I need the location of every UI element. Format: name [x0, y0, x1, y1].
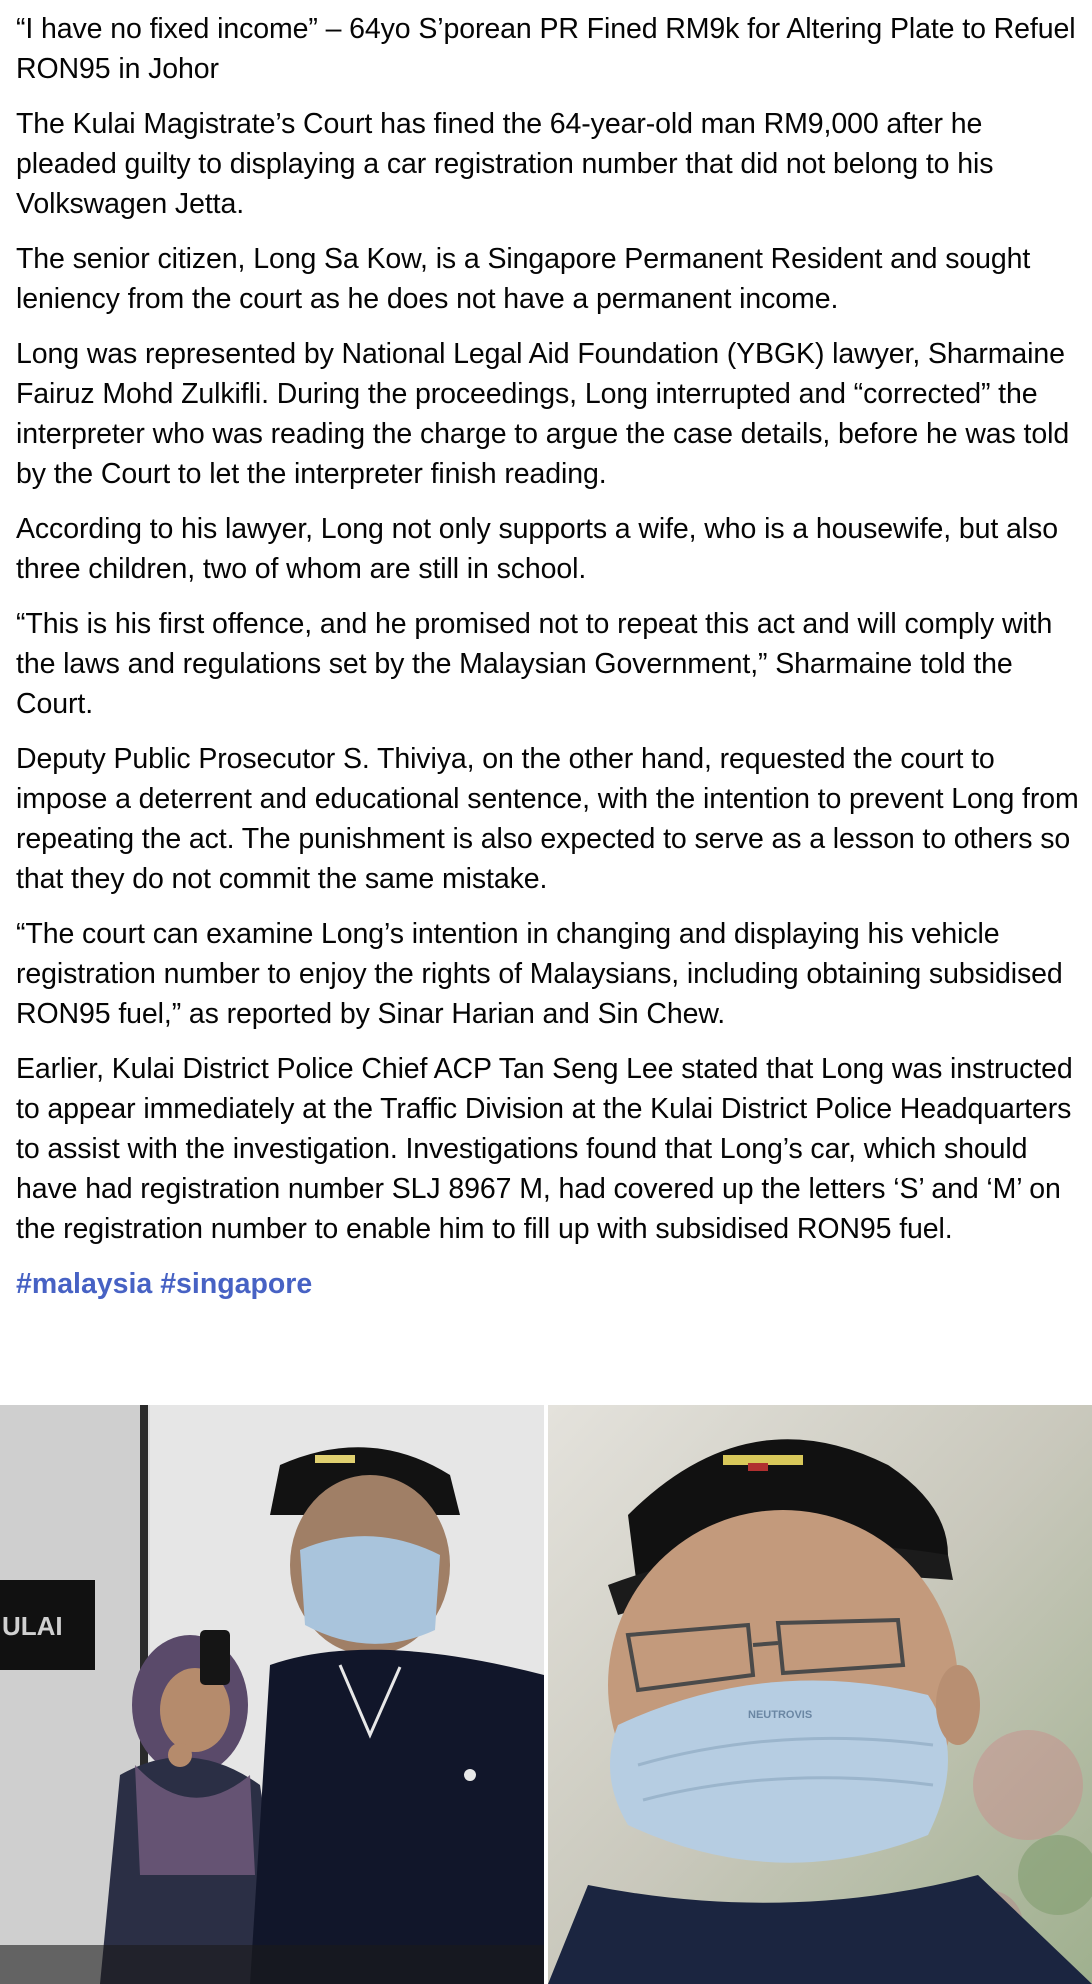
closeup-illustration	[548, 1405, 1092, 1984]
hashtags	[16, 1264, 1080, 1304]
post-body	[16, 0, 1080, 1304]
photo-court-scene[interactable]	[0, 1405, 544, 1984]
face-mask	[300, 1536, 440, 1644]
paragraph-6: Deputy Public Prosecutor S. Thiviya, on the other hand, requested the court to impose a deterrent and educational sentence, with the intention to prevent Long from repeating the act. The punishment is also expected to serve as a lesson to others so that they do not commit the same mistake.	[16, 743, 1079, 895]
paragraph-3: Long was represented by National Legal Aid Foundation (YBGK) lawyer, Sharmaine Fairuz Mohd Zulkifli. During the proceedings, Long interrupted and “corrected” the interpreter who was reading the charge to argue the case details, before he was told by the Court to let the interpreter finish reading.	[16, 338, 1070, 490]
mask-text: NEUTROVIS	[748, 1709, 813, 1721]
paragraph-5: “This is his first offence, and he promised not to repeat this act and will comply with the laws and regulations set by the Malaysian Government,” Sharmaine told the Court.	[16, 608, 1053, 720]
post-title: “I have no fixed income” – 64yo S’porean PR Fined RM9k for Altering Plate to Refuel RON95 in Johor	[16, 13, 1076, 85]
paragraph-4: According to his lawyer, Long not only supports a wife, who is a housewife, but also three children, two of whom are still in school.	[16, 513, 1058, 585]
phone	[200, 1630, 230, 1685]
paragraph-7: “The court can examine Long’s intention in changing and displaying his vehicle registration number to enjoy the rights of Malaysians, including obtaining subsidised RON95 fuel,” as reported by Sinar Harian and Sin Chew.	[16, 918, 1063, 1030]
sign-text: ULAI	[2, 1611, 63, 1641]
paragraph-1: The Kulai Magistrate’s Court has fined the 64-year-old man RM9,000 after he pleaded guilty to displaying a car registration number that did not belong to his Volkswagen Jetta.	[16, 108, 994, 220]
photo-gallery	[0, 1405, 1092, 1984]
face-mask	[610, 1680, 948, 1862]
court-scene-illustration	[0, 1405, 544, 1984]
paragraph-8: Earlier, Kulai District Police Chief ACP Tan Seng Lee stated that Long was instructed to appear immediately at the Traffic Division at the Kulai District Police Headquarters to assist with the investigation. Investigations found that Long’s car, which should have had registration number SLJ 8967 M, had covered up the letters ‘S’ and ‘M’ on the registration number to enable him to fill up with subsidised RON95 fuel.	[16, 1053, 1073, 1245]
navy-polo	[250, 1650, 544, 1984]
hashtag-singapore[interactable]: #singapore	[160, 1268, 313, 1300]
photo-closeup[interactable]	[548, 1405, 1092, 1984]
paragraph-2: The senior citizen, Long Sa Kow, is a Singapore Permanent Resident and sought leniency from the court as he does not have a permanent income.	[16, 243, 1031, 315]
hashtag-malaysia[interactable]: #malaysia	[16, 1268, 153, 1300]
